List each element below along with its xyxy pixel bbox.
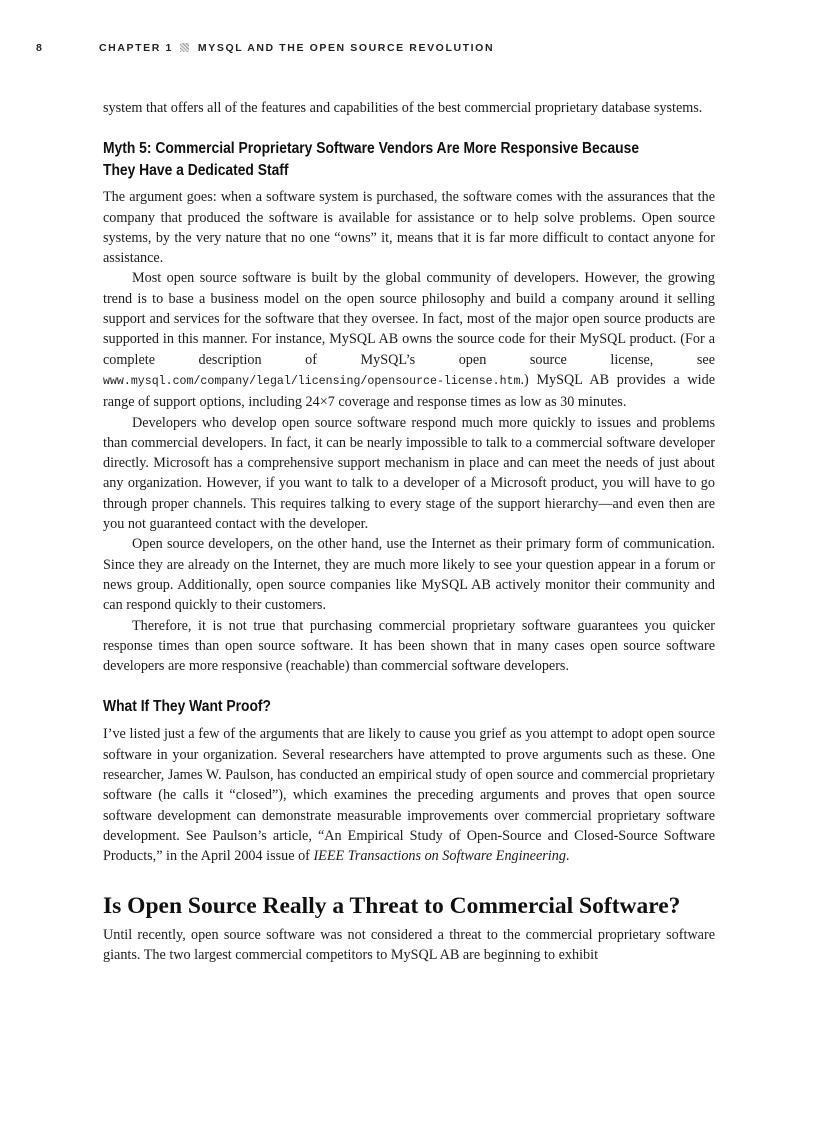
paragraph-text: Most open source software is built by the global community of developers. However, the growing trend is to base a business model on the open source philosophy and build a company around it selling support and services for the software that they oversee. In fact, most of the major open source products are supported in this manner. For instance, MySQL AB owns the source code for their MySQL product. (For a complete description of MySQL’s open source license, see [103, 270, 715, 368]
separator-icon [180, 43, 189, 52]
myth5-paragraph-4: Open source developers, on the other hand, use the Internet as their primary form of communication. Since they are already on the Internet, they are much more likely to see your question appear in a forum or news group. Additionally, open source companies like MySQL AB actively monitor their community and can respond quickly to their customers. [103, 536, 715, 614]
proof-heading: What If They Want Proof? [103, 698, 272, 716]
chapter-title: MYSQL AND THE OPEN SOURCE REVOLUTION [197, 42, 495, 54]
journal-title: IEEE Transactions on Software Engineering [313, 848, 566, 865]
threat-paragraph: Until recently, open source software was not considered a threat to the commercial proprietary software giants. The two largest commercial competitors to MySQL AB are beginning to exhibit [103, 926, 715, 963]
page-number: 8 [36, 42, 44, 54]
license-url: www.mysql.com/company/legal/licensing/opensource-license.htm [103, 374, 521, 388]
myth5-paragraph-3: Developers who develop open source software respond much more quickly to issues and problems than commercial developers. In fact, it can be nearly impossible to talk to a commercial software developer directly. Microsoft has a comprehensive support mechanism in place and can meet the needs of just about any organization. However, if you want to talk to a developer of a Microsoft product, you will have to go through proper channels. This requires talking to every stage of the support hierarchy—and even then are you not guaranteed contact with the developer. [103, 414, 715, 533]
myth5-heading [103, 138, 654, 182]
myth5-paragraph-2 [103, 268, 715, 412]
running-header [0, 42, 816, 58]
proof-paragraph [103, 724, 715, 866]
chapter-heading [99, 42, 494, 54]
intro-paragraph: system that offers all of the features and capabilities of the best commercial proprietary database systems. [103, 100, 703, 116]
chapter-label: CHAPTER 1 [99, 42, 173, 54]
myth5-heading-line2: They Have a Dedicated Staff [103, 162, 289, 180]
body-text [103, 98, 715, 965]
myth5-paragraph-1: The argument goes: when a software system is purchased, the software comes with the assurances that the company that produced the software is available for assistance or to help solve problems. Open source systems, by the very nature that no one “owns” it, means that it is far more difficult to contact anyone for assistance. [103, 189, 715, 267]
myth5-paragraph-5: Therefore, it is not true that purchasing commercial proprietary software guarantees you quicker response times than open source software. It has been shown that in many cases open source software developers are more responsive (reachable) than commercial software developers. [103, 617, 715, 675]
paragraph-text: .) MySQL AB provides a wide range of support options, including 24×7 coverage and response times as low as 30 minutes. [103, 371, 715, 411]
section-heading: Is Open Source Really a Threat to Commercial Software? [103, 892, 681, 919]
myth5-heading-line1: Myth 5: Commercial Proprietary Software Vendors Are More Responsive Because [103, 140, 640, 158]
paragraph-text: I’ve listed just a few of the arguments that are likely to cause you grief as you attempt to adopt open source software in your organization. Several researchers have attempted to prove arguments such as these. One researcher, James W. Paulson, has conducted an empirical study of open source and commercial proprietary software (he calls it “closed”), which examines the preceding arguments and proves that open source software development can demonstrate measurable improvements over commercial proprietary software development. See Paulson’s article, “An Empirical Study of Open-Source and Closed-Source Software Products,” in the April 2004 issue of [103, 726, 715, 865]
paragraph-text: . [565, 848, 570, 865]
